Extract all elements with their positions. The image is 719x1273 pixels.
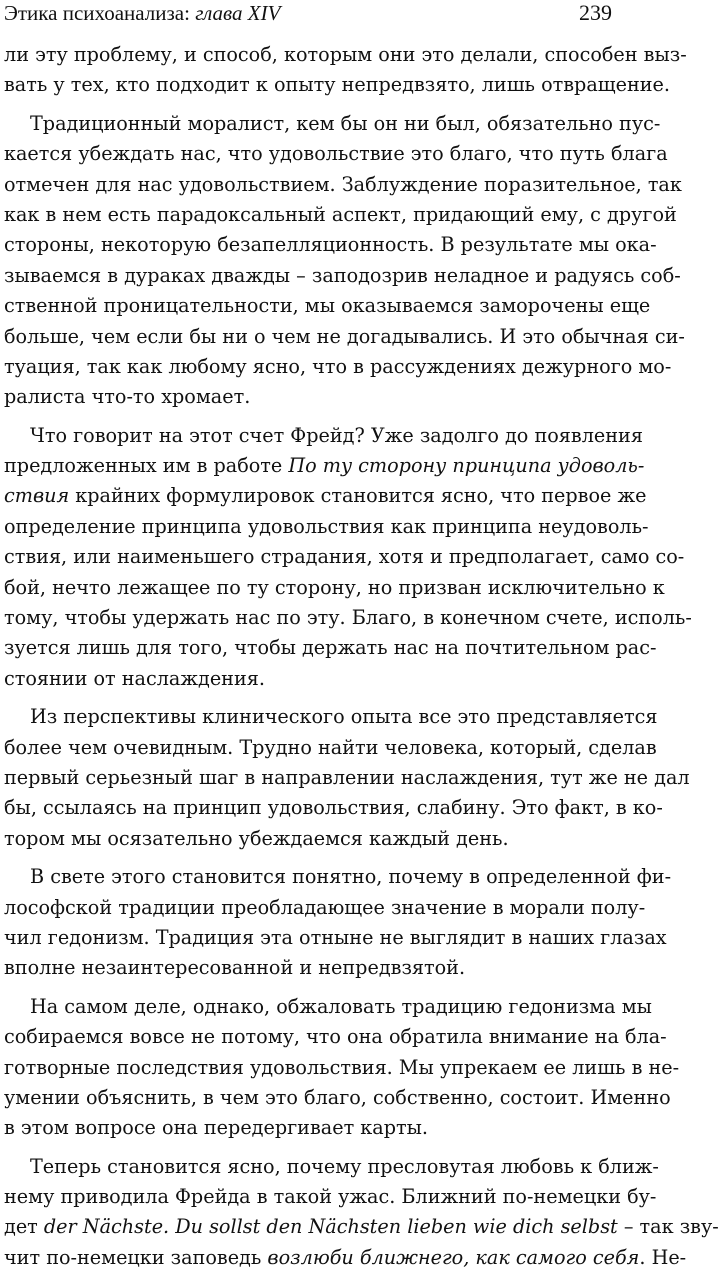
text-line: зываемся в дураках дважды – заподозрив неладное и радуясь соб- (4, 263, 681, 287)
text-line: определение принципа удовольствия как принципа неудоволь- (4, 514, 649, 538)
text-line: Теперь становится ясно, почему пресловутая любовь к ближ- (30, 1154, 659, 1178)
text-line: дет der Nächste. Du sollst den Nächsten lieben wie dich selbst – так зву- (4, 1215, 719, 1239)
text-line: вполне незаинтересованной и непредвзятой. (4, 956, 466, 980)
text-line: вать у тех, кто подходит к опыту непредвзято, лишь отвращение. (4, 73, 670, 97)
text-line: ралиста что-то хромает. (4, 385, 251, 409)
body-text (4, 40, 719, 1273)
text-line: бой, нечто лежащее по ту сторону, но призван исключительно к (4, 575, 665, 599)
text-line: умении объяснить, в чем это благо, собственно, состоит. Именно (4, 1085, 671, 1109)
text-line: стороны, некоторую безапелляционность. В результате мы ока- (4, 233, 657, 257)
text-line: ственной проницательности, мы оказываемся заморочены еще (4, 294, 651, 318)
text-line: ствия крайних формулировок становится ясно, что первое же (4, 484, 647, 508)
page-number: 239 (579, 0, 612, 25)
text-line: тором мы осязательно убеждаемся каждый день. (4, 826, 509, 850)
chapter-label: глава XIV (195, 1, 281, 25)
text-line: тому, чтобы удержать нас по эту. Благо, в конечном счете, исполь- (4, 606, 692, 630)
text-line: больше, чем если бы ни о чем не догадывались. И это обычная си- (4, 324, 685, 348)
text-line: зуется лишь для того, чтобы держать нас на почтительном рас- (4, 636, 657, 660)
text-line: чит по-немецки заповедь возлюби ближнего, как самого себя. Не- (4, 1245, 687, 1269)
text-line: бы, ссылаясь на принцип удовольствия, слабину. Это факт, в ко- (4, 796, 663, 820)
italic-quote: der Nächste. Du sollst den Nächsten lieben wie dich selbst (43, 1215, 618, 1239)
italic-quote: возлюби ближнего, как самого себя (267, 1245, 640, 1269)
text-line: более чем очевидным. Трудно найти человека, который, сделав (4, 735, 657, 759)
text-line: готворные последствия удовольствия. Мы упрекаем ее лишь в не- (4, 1055, 680, 1079)
text-line: собираемся вовсе не потому, что она обратила внимание на бла- (4, 1025, 667, 1049)
text-line: кается убеждать нас, что удовольствие это благо, что путь блага (4, 142, 668, 166)
text-line: чил гедонизм. Традиция эта отныне не выглядит в наших глазах (4, 925, 667, 949)
text-line: предложенных им в работе По ту сторону принципа удоволь- (4, 454, 645, 478)
text-line: Из перспективы клинического опыта все это представляется (30, 705, 658, 729)
italic-title: По ту сторону принципа удоволь- (288, 454, 645, 478)
text-line: Что говорит на этот счет Фрейд? Уже задолго до появления (30, 423, 643, 447)
text-line: первый серьезный шаг в направлении наслаждения, тут же не дал (4, 765, 690, 789)
text-line: нему приводила Фрейда в такой ужас. Ближний по-немецки бу- (4, 1185, 657, 1209)
text-line: В свете этого становится понятно, почему в определенной фи- (30, 865, 672, 889)
text-line: На самом деле, однако, обжаловать традицию гедонизма мы (30, 994, 652, 1018)
running-header (4, 0, 612, 30)
text-line: как в нем есть парадоксальный аспект, придающий ему, с другой (4, 202, 677, 226)
book-title: Этика психоанализа: (4, 1, 190, 25)
italic-title: ствия (4, 484, 70, 508)
text-line: в этом вопросе она передергивает карты. (4, 1116, 428, 1140)
text-line: лософской традиции преобладающее значение в морали полу- (4, 895, 646, 919)
running-title (4, 0, 280, 26)
text-line: ли эту проблему, и способ, которым они это делали, способен выз- (4, 43, 687, 66)
text-line: отмечен для нас удовольствием. Заблуждение поразительное, так (4, 172, 682, 196)
text-line: стоянии от наслаждения. (4, 666, 265, 690)
text-line: туация, так как любому ясно, что в рассуждениях дежурного мо- (4, 354, 672, 378)
text-line: ствия, или наименьшего страдания, хотя и предполагает, само со- (4, 545, 685, 569)
text-line: Традиционный моралист, кем бы он ни был, обязательно пус- (30, 111, 661, 135)
